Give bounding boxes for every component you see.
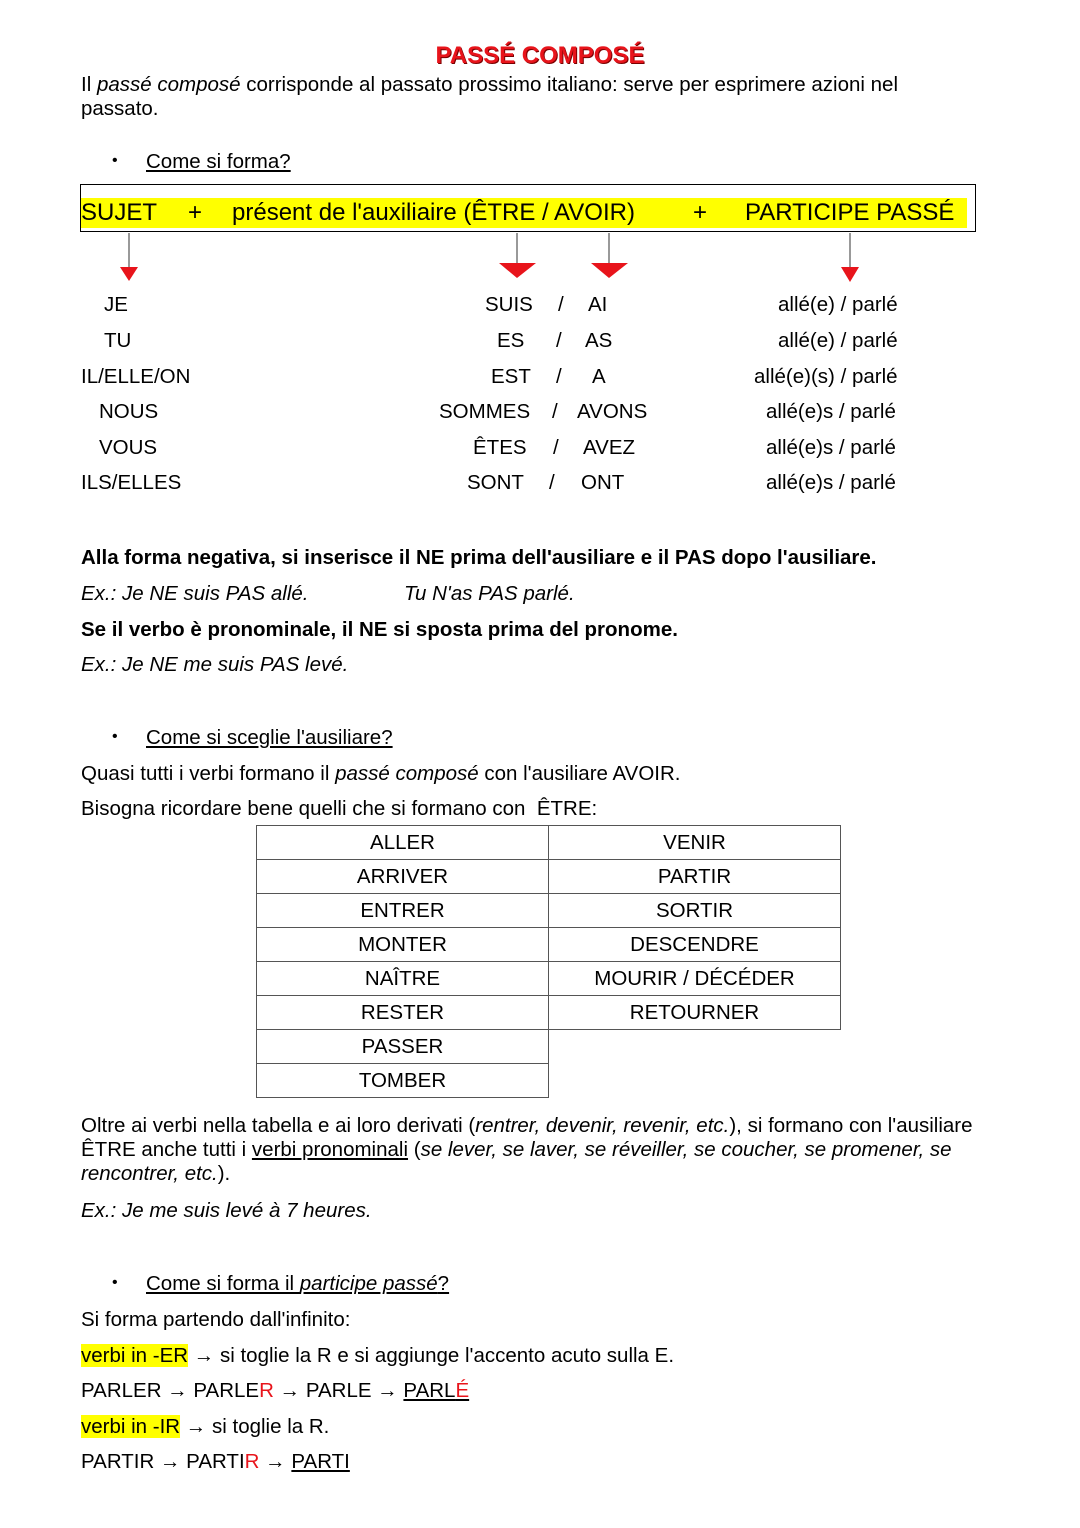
bullet-marker: • [112,1274,118,1291]
ir-removed-letter: R [244,1450,260,1473]
aux-text-2: con l'ausiliare AVOIR. [478,762,681,785]
formula-arrows [0,0,1080,300]
er-example-text: PARLER → PARLE [81,1379,260,1402]
avoir-form: AS [585,329,613,352]
formula-participle: PARTICIPE PASSÉ [745,199,955,226]
formula-subject: SUJET [81,199,158,226]
etre-form: SUIS [485,293,533,316]
table-row [257,1064,841,1098]
etre-form: ES [497,329,525,352]
section-heading-auxiliary: Come si sceglie l'ausiliare? [146,726,393,749]
table-cell: DESCENDRE [549,928,841,962]
intro-text-1: Il [81,73,97,96]
formula-plus-1: + [188,199,203,226]
table-cell: PARTIR [549,860,841,894]
table-cell: MONTER [257,928,549,962]
participle-form: allé(e)s / parlé [766,436,896,459]
arrowhead-participle [841,267,859,282]
ir-example-text: PARTIR → PARTI [81,1450,245,1473]
participle-form: allé(e)s / parlé [766,400,896,423]
avoir-form: ONT [581,471,625,494]
slash: / [556,329,562,352]
avoir-form: A [592,365,606,388]
slash: / [556,365,562,388]
deriv-text: Oltre ai verbi nella tabella e ai loro derivati ( [81,1114,476,1137]
etre-verbs-table [256,825,841,1098]
derivatives-example: Ex.: Je me suis levé à 7 heures. [81,1199,372,1222]
intro-text-2: corrisponde al passato prossimo italiano: serve per esprimere azioni nel passato. [81,73,899,120]
table-cell: TOMBER [257,1064,549,1098]
table-cell: NAÎTRE [257,962,549,996]
ir-rule [81,1415,329,1439]
pronoun: TU [104,329,132,352]
etre-form: ÊTES [473,436,527,459]
ir-example-text: → [259,1450,292,1473]
page-title: PASSÉ COMPOSÉ [435,42,645,69]
etre-form: SOMMES [439,400,531,423]
table-cell: SORTIR [549,894,841,928]
deriv-text: ). [217,1162,231,1185]
table-row [257,928,841,962]
pronominal-example: Ex.: Je NE me suis PAS levé. [81,653,349,676]
heading-text: Come si forma il [146,1272,300,1295]
er-label: verbi in -ER [81,1344,189,1367]
heading-italic: participe passé [299,1272,438,1295]
formula-auxiliary: présent de l'auxiliaire (ÊTRE / AVOIR) [232,199,635,226]
ir-result: PARTI [291,1450,350,1473]
table-row [257,826,841,860]
table-cell: PASSER [257,1030,549,1064]
table-cell: ARRIVER [257,860,549,894]
arrowhead-etre [499,263,536,278]
table-cell: ENTRER [257,894,549,928]
etre-form: SONT [467,471,524,494]
arrowhead-subject [120,267,138,281]
auxiliary-line-2: Bisogna ricordare bene quelli che si formano con ÊTRE: [81,797,598,820]
deriv-text: ), si formano con l'ausiliare ÊTRE anche tutti i [81,1114,984,1161]
deriv-text: ( [408,1138,421,1161]
table-row [257,962,841,996]
table-row [257,996,841,1030]
participle-form: allé(e)s / parlé [766,471,896,494]
table-cell-empty [549,1030,841,1064]
derivatives-paragraph [81,1114,986,1186]
pronominal-rule: Se il verbo è pronominale, il NE si sposta prima del pronome. [81,618,678,641]
er-rule [81,1344,674,1368]
formula-plus-2: + [693,199,708,226]
er-result [403,1379,469,1402]
er-result-accent: É [455,1379,470,1402]
er-result-stem: PARL [403,1379,456,1402]
etre-form: EST [491,365,531,388]
pronoun: NOUS [99,400,159,423]
pronoun: IL/ELLE/ON [81,365,191,388]
ir-rule-text: → si toglie la R. [180,1415,330,1438]
pronoun: ILS/ELLES [81,471,182,494]
table-cell: RESTER [257,996,549,1030]
aux-text-1: Quasi tutti i verbi formano il [81,762,336,785]
table-cell: VENIR [549,826,841,860]
auxiliary-line-1 [81,762,680,786]
er-example [81,1379,469,1403]
deriv-underlined: verbi pronominali [251,1138,409,1161]
avoir-form: AI [588,293,608,316]
ir-label: verbi in -IR [81,1415,181,1438]
ir-example [81,1450,350,1474]
participle-form: allé(e) / parlé [778,329,898,352]
table-cell-empty [549,1064,841,1098]
table-cell: MOURIR / DÉCÉDER [549,962,841,996]
aux-italic: passé composé [335,762,479,785]
participle-form: allé(e) / parlé [778,293,898,316]
section-heading-formation: Come si forma? [146,150,291,173]
er-example-text: → PARLE → [273,1379,404,1402]
slash: / [558,293,564,316]
negative-example-1: Ex.: Je NE suis PAS allé. [81,582,309,605]
pronoun: JE [104,293,128,316]
slash: / [553,436,559,459]
negative-rule: Alla forma negativa, si inserisce il NE prima dell'ausiliare e il PAS dopo l'ausiliare. [81,546,877,569]
er-rule-text: → si toglie la R e si aggiunge l'accento acuto sulla E. [188,1344,675,1367]
section-heading-participle [146,1272,449,1296]
negative-example-2: Tu N'as PAS parlé. [404,582,575,605]
heading-text: ? [437,1272,450,1295]
avoir-form: AVONS [577,400,648,423]
intro-italic: passé composé [96,73,241,96]
er-removed-letter: R [259,1379,274,1402]
table-cell: ALLER [257,826,549,860]
arrowhead-avoir [591,263,628,278]
table-cell: RETOURNER [549,996,841,1030]
participle-form: allé(e)(s) / parlé [754,365,898,388]
bullet-marker: • [112,728,118,745]
deriv-italic: se lever, se laver, se réveiller, se coucher, se promener, se rencontrer, etc. [81,1138,958,1185]
table-row [257,860,841,894]
bullet-marker: • [112,152,118,169]
avoir-form: AVEZ [583,436,636,459]
pronoun: VOUS [99,436,158,459]
deriv-italic: rentrer, devenir, revenir, etc. [475,1114,730,1137]
slash: / [549,471,555,494]
table-row [257,894,841,928]
slash: / [552,400,558,423]
participle-intro: Si forma partendo dall'infinito: [81,1308,351,1331]
table-row [257,1030,841,1064]
